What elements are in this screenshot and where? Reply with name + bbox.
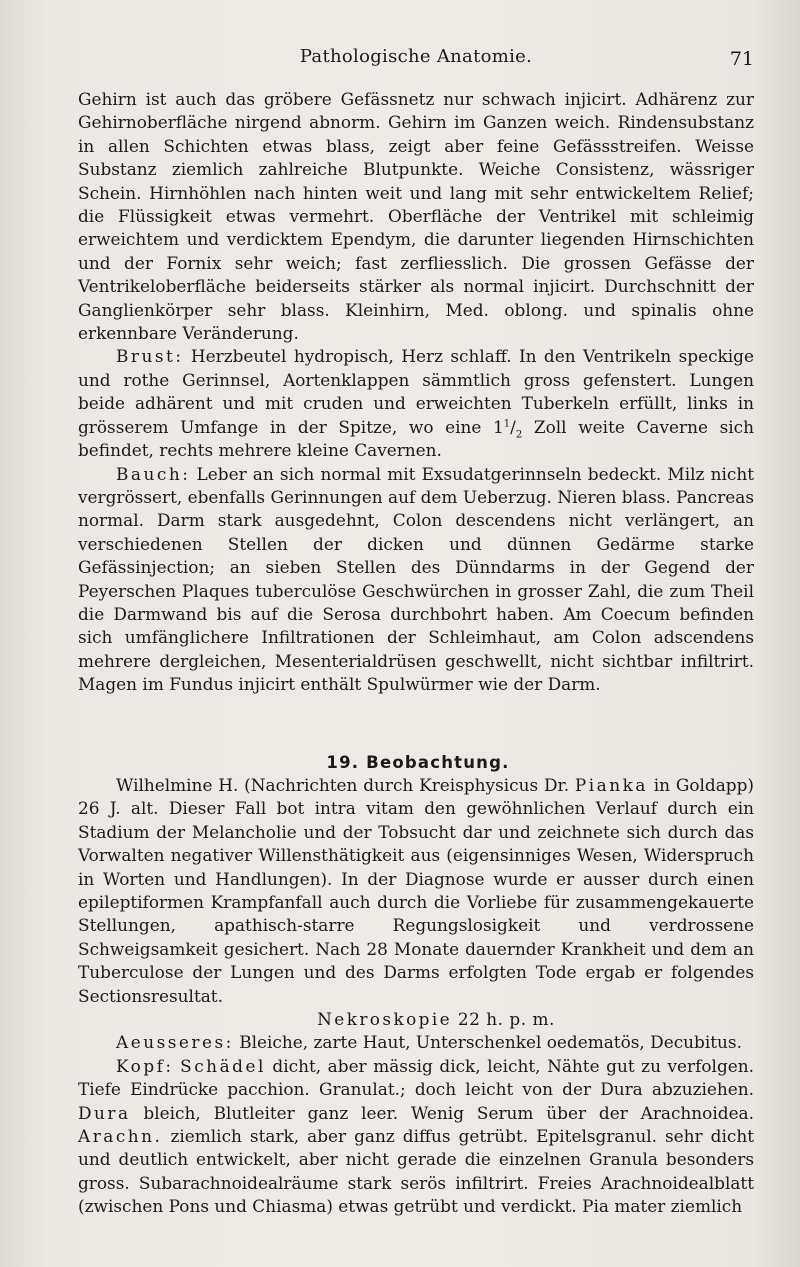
external-findings-paragraph (78, 1031, 754, 1054)
case-intro-text: in Goldapp) 26 J. alt. Dieser Fall bot intra vitam den gewöhnlichen Verlauf durch ein Stadium der Melancholie und der Tobsucht dar und zeichnete sich durch das Vorwalten negativer Willensthätigkeit aus (eigensinniges Wesen, Widerspruch in Worten und Handlungen). In der Diagnose wurde er ausser durch einen epileptiformen Krampfanfall auch durch die Vorliebe für zusammengekauerte Stellungen, apathisch-starre Regungslosigkeit und verdrossene Schweigsamkeit gesichert. Nach 28 Monate dauernder Krankheit und dem an Tuberculose der Lungen und des Darms erfolgten Tode ergab er folgendes Sectionsresultat. (78, 774, 754, 1006)
page-number: 71 (729, 48, 754, 70)
necroscopy-heading (78, 1008, 754, 1031)
case-intro-name: Wilhelmine H. (Nachrichten durch Kreisphysicus Dr. (116, 774, 575, 795)
head-text-3: ziemlich stark, aber ganz diffus getrübt. Epitelsgranul. sehr dicht und deutlich entwickelt, aber nicht gerade die einzelnen Granula besonders gross. Subarachnoidealräume stark serös infiltrirt. Freies Arachnoidealblatt (zwischen Pons und Chiasma) etwas getrübt und verdickt. Pia mater ziemlich (78, 1126, 754, 1217)
chest-text: Herzbeutel hydropisch, Herz schlaff. In den Ventrikeln speckige und rothe Gerinnsel, Aortenklappen sämmtlich gross gefenstert. Lungen beide adhärent und mit cruden und erweichten Tuberkeln erfüllt, links in grösserem Umfange in der Spitze, wo eine (78, 346, 754, 437)
page-header (78, 46, 754, 74)
brain-findings-paragraph: Gehirn ist auch das gröbere Gefässnetz nur schwach injicirt. Adhärenz zur Gehirnoberfläche nirgend abnorm. Gehirn im Ganzen weich. Rindensubstanz in allen Schichten etwas blass, zeigt aber feine Gefässstreifen. Weisse Substanz ziemlich zahlreiche Blutpunkte. Weiche Consistenz, wässriger Schein. Hirnhöhlen nach hinten weit und lang mit sehr entwickeltem Relief; die Flüssigkeit etwas vermehrt. Oberfläche der Ventrikel mit schleimig erweichtem und verdicktem Ependym, die darunter liegenden Hirnschichten und der Fornix sehr weich; fast zerfliesslich. Die grossen Gefässe der Ventrikeloberfläche beiderseits stärker als normal injicirt. Durchschnitt der Ganglienkörper sehr blass. Kleinhirn, Med. oblong. und spinalis ohne erkennbare Veränderung. (78, 89, 754, 344)
running-title: Pathologische Anatomie. (299, 46, 533, 67)
head-text-1: dicht, aber mässig dick, leicht, Nähte gut zu verfolgen. Tiefe Eindrücke pacchion. Granulat.; doch leicht von der Dura abzuziehen. (78, 1055, 754, 1100)
head-text-2: bleich, Blutleiter ganz leer. Wenig Serum über der Arachnoidea. (130, 1102, 754, 1123)
external-label: Aeusseres: (116, 1032, 234, 1053)
section-heading: 19. Beobachtung. (326, 752, 510, 772)
chest-findings-paragraph: Brust: Herzbeutel hydropisch, Herz schlaff. In den Ventrikeln speckige und rothe Gerinnsel, Aortenklappen sämmtlich gross gefenstert. Lungen beide adhärent und mit cruden und erweichten Tuberkeln erfüllt, links in grösserem Umfange in der Spitze, wo eine $1^1/_2$ Zoll weite Caverne sich befindet, rechts mehrere kleine Cavernen. (78, 346, 755, 461)
head-label: Kopf: (116, 1055, 174, 1076)
necroscopy-title: Nekroskopie (317, 1009, 453, 1030)
section-spacer (78, 697, 754, 751)
doctor-name: Pianka (574, 774, 648, 795)
page-body (78, 88, 754, 1219)
arachnoid-term: Arachn. (78, 1126, 163, 1147)
abdomen-findings-paragraph (78, 463, 754, 697)
external-text: Bleiche, zarte Haut, Unterschenkel oedematös, Decubitus. (233, 1032, 742, 1053)
abdomen-text: Leber an sich normal mit Exsudatgerinnseln bedeckt. Milz nicht vergrössert, ebenfalls Gerinnungen auf dem Ueberzug. Nieren blass. Pancreas normal. Darm stark ausgedehnt, Colon descendens nicht verlängert, an verschiedenen Stellen der dicken und dünnen Gedärme starke Gefässinjection; an sieben Stellen des Dünndarms in der Gegend der Peyerschen Plaques tuberculöse Geschwürchen in grosser Zahl, die zum Theil die Darmwand bis auf die Serosa durchbohrt haben. Am Coecum befinden sich umfänglichere Infiltrationen der Schleimhaut, am Colon adscendens mehrere dergleichen, Mesenterialdrüsen geschwellt, nicht sichtbar infiltrirt. Magen im Fundus injicirt enthält Spulwürmer wie der Darm. (78, 463, 754, 695)
fraction-whole: 1 (493, 416, 504, 437)
dura-term: Dura (78, 1102, 131, 1123)
abdomen-label: Bauch: (116, 463, 191, 484)
fraction-denominator: 2 (515, 429, 523, 441)
skull-term: Schädel (180, 1055, 266, 1076)
necroscopy-time: 22 h. p. m. (452, 1009, 555, 1030)
fraction-numerator: 1 (503, 418, 511, 430)
chest-label: Brust: (116, 346, 184, 367)
chest-text-end: Zoll weite Caverne sich befindet, rechts mehrere kleine Cavernen. (78, 416, 755, 461)
head-findings-paragraph (78, 1055, 754, 1219)
case-intro-paragraph (78, 774, 754, 1008)
